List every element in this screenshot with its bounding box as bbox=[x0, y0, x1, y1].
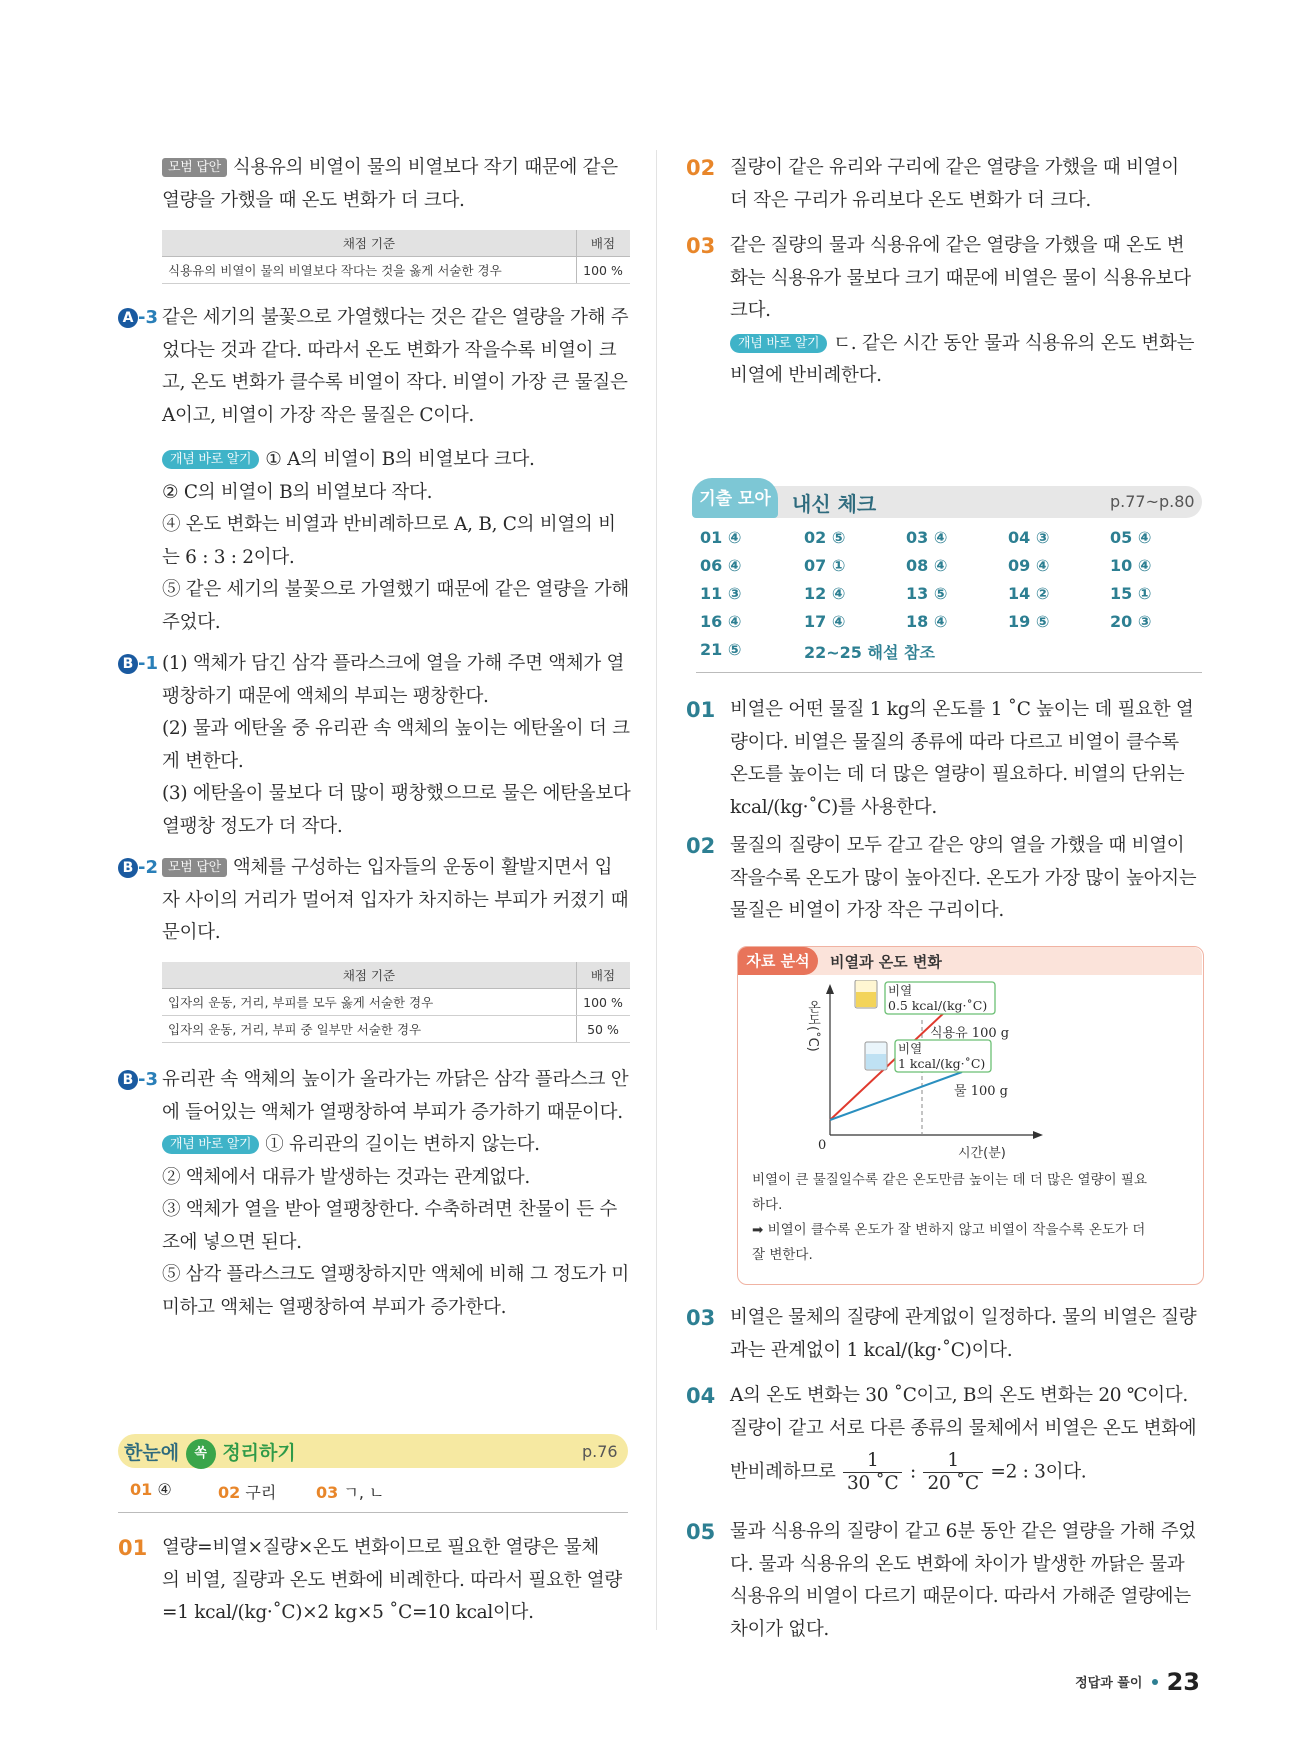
beaker-icon bbox=[865, 1042, 887, 1070]
a3-concept: 개념 바로 알기 ① A의 비열이 B의 비열보다 크다. ② C의 비열이 B의 비열보다 작다. ④ 온도 변화는 비열과 반비례하므로 A, B, C의 비열의 비 는 6 : 3 : 2이다. ⑤ 같은 세기의 불꽃으로 가열했기 때문에 같은 열량을 가해 주었다. bbox=[162, 449, 629, 633]
right-q01-text: 비열은 어떤 물질 1 kg의 온도를 1 ˚C 높이는 데 필요한 열 량이다. 비열은 물질의 종류에 따라 다르고 비열이 클수록 온도를 높이는 데 더 많은 열량이 필요하다. 비열의 단위는 kcal/(kg·˚C)를 사용한다. bbox=[730, 699, 1194, 818]
summary-badge: 쏙 bbox=[186, 1439, 216, 1469]
right-q04-fraction-line: 반비례하므로 $\frac{1}{30 ˚C}$ : $\frac{1}{20 ˚C}$ =2 : 3이다. bbox=[730, 1450, 1087, 1494]
answer-item: 20 ③ bbox=[1110, 612, 1152, 631]
answer-item: 07 ① bbox=[804, 556, 846, 575]
grading-header-criteria: 채점 기준 bbox=[162, 230, 577, 257]
table-row: 식용유의 비열이 물의 비열보다 작다는 것을 옳게 서술한 경우 100 % bbox=[162, 257, 630, 284]
answer-item: 19 ⑤ bbox=[1008, 612, 1050, 631]
answer-item: 18 ④ bbox=[906, 612, 948, 631]
answer-item: 06 ④ bbox=[700, 556, 742, 575]
answer-item: 01 ④ bbox=[700, 528, 742, 547]
right-q03-top-text: 같은 질량의 물과 식용유에 같은 열량을 가했을 때 온도 변 화는 식용유가 물보다 크기 때문에 비열은 물이 식용유보다 크다. 개념 바로 알기 ㄷ. 같은 시간 동안 물과 식용유의 온도 변화는 비열에 반비례한다. bbox=[730, 235, 1195, 386]
item-mark-b2: B -2 bbox=[118, 852, 158, 884]
model-answer-1: 모범 답안 식용유의 비열이 물의 비열보다 작기 때문에 같은 열량을 가했을 때 온도 변화가 더 크다. bbox=[162, 157, 618, 211]
answer-item: 08 ④ bbox=[906, 556, 948, 575]
item-mark-b1: B -1 bbox=[118, 648, 158, 680]
table-row: 입자의 운동, 거리, 부피를 모두 옳게 서술한 경우 100 % bbox=[162, 989, 630, 1016]
question-number: 05 bbox=[686, 1520, 716, 1544]
answer-item: 05 ④ bbox=[1110, 528, 1152, 547]
b1-text: (1) 액체가 담긴 삼각 플라스크에 열을 가해 주면 액체가 열 팽창하기 때문에 액체의 부피는 팽창한다. (2) 물과 에탄올 중 유리관 속 액체의 높이는 에탄올이 더 크 게 변한다. (3) 에탄올이 물보다 더 많이 팽창했으므로 물은 에탄올보다 열팽창 정도가 더 작다. bbox=[162, 653, 631, 837]
column-divider bbox=[656, 150, 657, 1630]
fraction: $\frac{1}{20 ˚C}$ bbox=[923, 1450, 982, 1495]
right-q04-text: A의 온도 변화는 30 ˚C이고, B의 온도 변화는 20 ℃이다. 질량이 같고 서로 다른 종류의 물체에서 비열은 온도 변화에 bbox=[730, 1385, 1197, 1439]
check-divider bbox=[696, 672, 1202, 673]
question-number: 02 bbox=[686, 834, 716, 858]
right-q05-text: 물과 식용유의 질량이 같고 6분 동안 같은 열량을 가해 주었 다. 물과 식용유의 온도 변화에 차이가 발생한 까닭은 물과 식용유의 비열이 다르기 때문이다. 따라서 가해준 열량에는 차이가 없다. bbox=[730, 1521, 1196, 1640]
right-q02-text: 물질의 질량이 모두 같고 같은 양의 열을 가했을 때 비열이 작을수록 온도가 많이 높아진다. 온도가 가장 많이 높아지는 물질은 비열이 가장 작은 구리이다. bbox=[730, 835, 1197, 921]
footer-bullet-icon bbox=[1152, 1679, 1158, 1685]
grading-table-1 bbox=[162, 230, 630, 284]
x-axis-label: 시간(분) bbox=[958, 1146, 1006, 1161]
a3-text: 같은 세기의 불꽃으로 가열했다는 것은 같은 열량을 가해 주 었다는 것과 같다. 따라서 온도 변화가 작을수록 비열이 크 고, 온도 변화가 클수록 비열이 작다. 비열이 가장 큰 물질은 A이고, 비열이 가장 작은 물질은 C이다. bbox=[162, 307, 629, 426]
item-mark-a3: A -3 bbox=[118, 302, 158, 334]
beaker-icon bbox=[855, 980, 877, 1008]
answer-item: 11 ③ bbox=[700, 584, 742, 603]
answer-item: 04 ③ bbox=[1008, 528, 1050, 547]
answer-item: 12 ④ bbox=[804, 584, 846, 603]
answer-item: 17 ④ bbox=[804, 612, 846, 631]
water-label: 물 100 g bbox=[954, 1084, 1008, 1099]
answer-item: 02 ⑤ bbox=[804, 528, 846, 547]
oil-callout: 비열 0.5 kcal/(kg·˚C) bbox=[888, 983, 988, 1013]
answer-item: 15 ① bbox=[1110, 584, 1152, 603]
right-q03-text: 비열은 물체의 질량에 관계없이 일정하다. 물의 비열은 질량 과는 관계없이 1 kcal/(kg·˚C)이다. bbox=[730, 1307, 1197, 1361]
summary-title: 한눈에 쏙 정리하기 bbox=[124, 1438, 296, 1469]
analysis-note: 비열이 큰 물질일수록 같은 온도만큼 높이는 데 더 많은 열량이 필요 하다. ➡ 비열이 클수록 온도가 잘 변하지 않고 비열이 작을수록 온도가 더 잘 변한다. bbox=[752, 1172, 1148, 1263]
check-pages: p.77~p.80 bbox=[1110, 492, 1195, 511]
x-axis-arrow bbox=[1033, 1131, 1043, 1139]
analysis-tag: 자료 분석 bbox=[738, 947, 818, 975]
answer-item: 10 ④ bbox=[1110, 556, 1152, 575]
oil-label: 식용유 100 g bbox=[930, 1026, 1010, 1041]
footer-label: 정답과 풀이 bbox=[1075, 1676, 1143, 1691]
check-title: 내신 체크 bbox=[792, 492, 877, 516]
y-axis-arrow bbox=[826, 984, 834, 994]
answer-item: 22~25 해설 참조 bbox=[804, 643, 935, 662]
concept-label: 개념 바로 알기 bbox=[162, 1135, 259, 1154]
water-callout: 비열 1 kcal/(kg·˚C) bbox=[898, 1041, 986, 1071]
answer-item: 13 ⑤ bbox=[906, 584, 948, 603]
left-q01-text: 열량=비열×질량×온도 변화이므로 필요한 열량은 물체 의 비열, 질량과 온도 변화에 비례한다. 따라서 필요한 열량 =1 kcal/(kg·˚C)×2 kg×5 ˚C=10 kcal이다. bbox=[162, 1537, 622, 1623]
question-number: 01 bbox=[686, 698, 716, 722]
answer-item: 21 ⑤ bbox=[700, 640, 742, 659]
summary-divider bbox=[118, 1512, 628, 1513]
answer-item: 14 ② bbox=[1008, 584, 1050, 603]
fraction: $\frac{1}{30 ˚C}$ bbox=[843, 1450, 902, 1495]
check-tab: 기출 모아 bbox=[692, 478, 778, 518]
summary-page-ref: p.76 bbox=[582, 1442, 618, 1461]
right-q02-top-text: 질량이 같은 유리와 구리에 같은 열량을 가했을 때 비열이 더 작은 구리가 유리보다 온도 변화가 더 크다. bbox=[730, 157, 1179, 211]
concept-label: 개념 바로 알기 bbox=[162, 450, 259, 469]
origin-label: 0 bbox=[818, 1138, 827, 1153]
question-number: 03 bbox=[686, 234, 716, 258]
grading-header-score: 배점 bbox=[577, 230, 631, 257]
b3-text: 유리관 속 액체의 높이가 올라가는 까닭은 삼각 플라스크 안 에 들어있는 액체가 열팽창하여 부피가 증가하기 때문이다. 개념 바로 알기 ① 유리관의 길이는 변하지 않는다. ② 액체에서 대류가 발생하는 것과는 관계없다. ③ 액체가 열을 받아 열팽창한다. 수축하려면 찬물이 든 수 조에 넣으면 된다. ⑤ 삼각 플라스크도 열팽창하지만 액체에 비해 그 정도가 미 미하고 액체는 열팽창하여 부피가 증가한다. bbox=[162, 1069, 629, 1318]
question-number: 03 bbox=[686, 1306, 716, 1330]
concept-label: 개념 바로 알기 bbox=[730, 334, 827, 353]
table-row: 입자의 운동, 거리, 부피 중 일부만 서술한 경우 50 % bbox=[162, 1016, 630, 1043]
answer-item: 16 ④ bbox=[700, 612, 742, 631]
check-answer-grid bbox=[700, 528, 1200, 668]
footer bbox=[1070, 1668, 1200, 1696]
question-number: 02 bbox=[686, 156, 716, 180]
question-number: 04 bbox=[686, 1384, 716, 1408]
answer-item: 09 ④ bbox=[1008, 556, 1050, 575]
item-mark-b3: B -3 bbox=[118, 1064, 158, 1096]
model-answer-label: 모범 답안 bbox=[162, 858, 227, 877]
answer-item: 03 ④ bbox=[906, 528, 948, 547]
question-number: 01 bbox=[118, 1536, 148, 1560]
analysis-title: 비열과 온도 변화 bbox=[830, 953, 942, 971]
grading-table-2: 채점 기준 배점 입자의 운동, 거리, 부피를 모두 옳게 서술한 경우 100 % 입자의 운동, 거리, 부피 중 일부만 서술한 경우 50 % bbox=[162, 962, 630, 1043]
page-number: 23 bbox=[1166, 1668, 1200, 1696]
water-series-line bbox=[830, 1072, 962, 1120]
b2-text: 모범 답안 액체를 구성하는 입자들의 운동이 활발지면서 입 자 사이의 거리가 멀어져 입자가 차지하는 부피가 커졌기 때 문이다. bbox=[162, 857, 629, 943]
y-axis-label: 온도(˚C) bbox=[805, 1000, 820, 1052]
model-answer-label: 모범 답안 bbox=[162, 158, 227, 177]
